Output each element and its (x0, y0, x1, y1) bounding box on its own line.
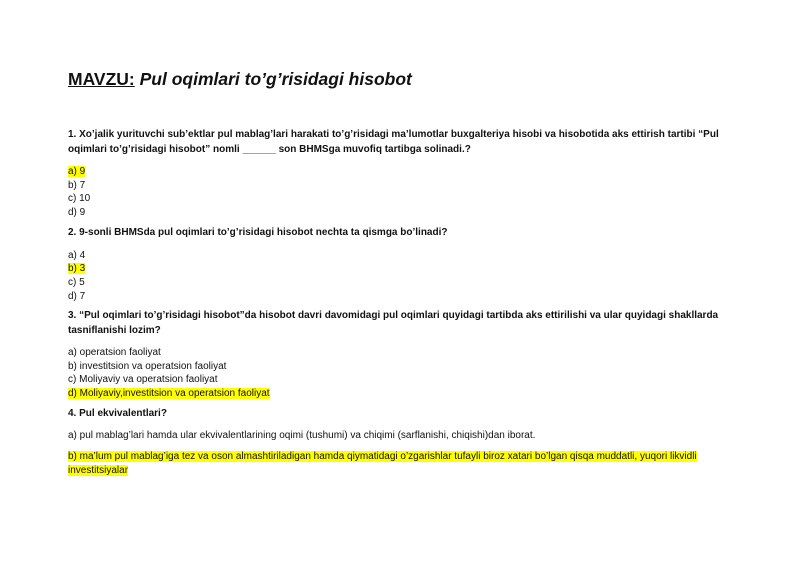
q4-option-b (68, 450, 738, 478)
q2-option-c: c) 5 (68, 277, 85, 288)
question-2: 2. 9-sonli BHMSda pul oqimlari to’g’risidagi hisobot nechta ta qismga bo’linadi? (68, 227, 448, 238)
answer-highlight: b) ma’lum pul mablag’iga tez va oson almashtiriladigan hamda qiymatidagi o’zgarishlar tufayli biroz xatari bo’lgan qisqa muddatli, yuqori likvidli investitsiyalar (68, 451, 697, 476)
q1-option-a (68, 165, 85, 179)
q2-option-d: d) 7 (68, 291, 86, 302)
document-title (68, 69, 412, 90)
question-3: 3. “Pul oqimlari to’g’risidagi hisobot”da hisobot davri davomidagi pul oqimlari quyidagi tartibda aks ettirilishi va ular quyidagi shakllarda tasniflanishi lozim? (68, 310, 719, 336)
q1-option-c: c) 10 (68, 193, 91, 204)
topic-title: Pul oqimlari to’g’risidagi hisobot (139, 69, 412, 89)
question-4: 4. Pul ekvivalentlari? (68, 408, 167, 419)
q3-option-c: c) Moliyaviy va operatsion faoliyat (68, 374, 218, 385)
topic-label: MAVZU: (68, 69, 135, 89)
q1-option-d: d) 9 (68, 207, 86, 218)
answer-highlight: b) 3 (68, 263, 86, 274)
q4-option-a: a) pul mablag’lari hamda ular ekvivalentlarining oqimi (tushumi) va chiqimi (sarflanishi, chiqishi)dan iborat. (68, 430, 536, 441)
answer-highlight: d) Moliyaviy,investitsion va operatsion faoliyat (68, 388, 270, 399)
question-1: 1. Xo’jalik yurituvchi sub’ektlar pul mablag’lari harakati to’g’risidagi ma’lumotlar buxgalteriya hisobi va hisobotida aks ettirish tartibi “Pul oqimlari to’g’risidagi hisobot” nomli ______ son BHMSga muvofiq tartibga solinadi.? (68, 129, 719, 155)
q3-option-b: b) investitsion va operatsion faoliyat (68, 361, 227, 372)
q3-option-d (68, 387, 270, 401)
q1-option-b: b) 7 (68, 180, 86, 191)
q2-option-b (68, 262, 85, 276)
answer-highlight: a) 9 (68, 166, 86, 177)
q3-option-a: a) operatsion faoliyat (68, 347, 161, 358)
q2-option-a: a) 4 (68, 250, 86, 261)
